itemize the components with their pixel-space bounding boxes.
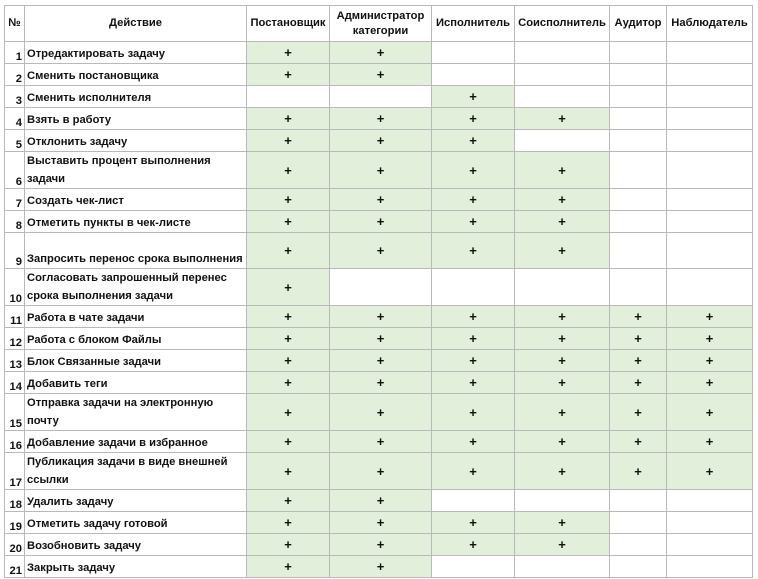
permission-cell-executor (432, 556, 515, 578)
table-row (5, 211, 753, 233)
action-label: Выставить процент выполнения задачи (25, 152, 247, 189)
table-row (5, 269, 753, 306)
permission-cell-executor: + (432, 431, 515, 453)
header-role-category-admin: Администратор категории (330, 6, 432, 42)
permission-cell-observer (667, 211, 753, 233)
permission-cell-executor: + (432, 372, 515, 394)
permission-cell-auditor (610, 490, 667, 512)
permission-cell-category-admin (330, 86, 432, 108)
permission-cell-executor: + (432, 86, 515, 108)
table-row (5, 108, 753, 130)
header-number: № (5, 6, 25, 42)
permission-cell-observer: + (667, 350, 753, 372)
permission-cell-auditor (610, 130, 667, 152)
permission-cell-auditor: + (610, 306, 667, 328)
action-label: Отклонить задачу (25, 130, 247, 152)
permission-cell-author: + (247, 328, 330, 350)
permission-cell-co-executor (515, 556, 610, 578)
table-row (5, 534, 753, 556)
row-number: 9 (5, 233, 25, 269)
permission-cell-co-executor: + (515, 233, 610, 269)
row-number: 2 (5, 64, 25, 86)
table-row (5, 42, 753, 64)
permission-cell-author: + (247, 556, 330, 578)
header-role-executor: Исполнитель (432, 6, 515, 42)
row-number: 13 (5, 350, 25, 372)
permission-cell-co-executor: + (515, 108, 610, 130)
permission-cell-co-executor: + (515, 372, 610, 394)
permission-cell-auditor (610, 534, 667, 556)
permission-cell-author: + (247, 394, 330, 431)
permission-cell-observer (667, 86, 753, 108)
permission-cell-auditor: + (610, 350, 667, 372)
permission-cell-executor (432, 269, 515, 306)
permission-cell-auditor (610, 108, 667, 130)
row-number: 20 (5, 534, 25, 556)
permission-cell-author: + (247, 490, 330, 512)
action-label: Отметить пункты в чек-листе (25, 211, 247, 233)
permission-cell-category-admin: + (330, 233, 432, 269)
action-label: Отметить задачу готовой (25, 512, 247, 534)
action-label: Отредактировать задачу (25, 42, 247, 64)
permission-cell-co-executor: + (515, 512, 610, 534)
table-row (5, 233, 753, 269)
permission-cell-author: + (247, 269, 330, 306)
permission-cell-executor: + (432, 394, 515, 431)
permission-cell-observer (667, 64, 753, 86)
permission-cell-co-executor (515, 64, 610, 86)
action-label: Блок Связанные задачи (25, 350, 247, 372)
permission-cell-author: + (247, 130, 330, 152)
permission-cell-executor: + (432, 189, 515, 211)
row-number: 1 (5, 42, 25, 64)
permission-cell-category-admin: + (330, 130, 432, 152)
permission-cell-author: + (247, 211, 330, 233)
permission-cell-auditor (610, 512, 667, 534)
permission-cell-co-executor: + (515, 152, 610, 189)
action-label: Добавить теги (25, 372, 247, 394)
row-number: 15 (5, 394, 25, 431)
permission-cell-author: + (247, 42, 330, 64)
permission-cell-category-admin: + (330, 350, 432, 372)
permission-cell-observer (667, 512, 753, 534)
permission-cell-auditor (610, 269, 667, 306)
row-number: 14 (5, 372, 25, 394)
permission-cell-category-admin: + (330, 372, 432, 394)
permission-cell-auditor: + (610, 372, 667, 394)
permission-cell-author: + (247, 233, 330, 269)
row-number: 19 (5, 512, 25, 534)
permission-cell-auditor: + (610, 328, 667, 350)
permission-cell-co-executor (515, 86, 610, 108)
permission-cell-co-executor: + (515, 453, 610, 490)
permission-cell-co-executor: + (515, 431, 610, 453)
action-label: Закрыть задачу (25, 556, 247, 578)
table-row (5, 189, 753, 211)
action-label: Публикация задачи в виде внешней ссылки (25, 453, 247, 490)
action-label: Добавление задачи в избранное (25, 431, 247, 453)
row-number: 21 (5, 556, 25, 578)
permission-cell-co-executor: + (515, 394, 610, 431)
permission-cell-observer (667, 269, 753, 306)
table-row (5, 453, 753, 490)
permission-cell-executor: + (432, 108, 515, 130)
permission-cell-observer (667, 189, 753, 211)
permission-cell-auditor (610, 233, 667, 269)
permission-cell-executor: + (432, 233, 515, 269)
row-number: 12 (5, 328, 25, 350)
permission-cell-observer (667, 534, 753, 556)
permission-cell-author: + (247, 152, 330, 189)
permission-cell-author: + (247, 453, 330, 490)
permission-cell-auditor (610, 86, 667, 108)
row-number: 11 (5, 306, 25, 328)
permission-cell-observer (667, 108, 753, 130)
table-row (5, 130, 753, 152)
permissions-table (4, 5, 753, 578)
row-number: 4 (5, 108, 25, 130)
row-number: 5 (5, 130, 25, 152)
table-row (5, 306, 753, 328)
permission-cell-co-executor (515, 490, 610, 512)
permission-cell-observer (667, 556, 753, 578)
permission-cell-category-admin: + (330, 42, 432, 64)
permission-cell-executor (432, 64, 515, 86)
header-row (5, 6, 753, 42)
header-role-observer: Наблюдатель (667, 6, 753, 42)
table-row (5, 350, 753, 372)
permission-cell-category-admin: + (330, 64, 432, 86)
permission-cell-executor: + (432, 328, 515, 350)
permission-cell-author: + (247, 431, 330, 453)
permission-cell-auditor (610, 64, 667, 86)
action-label: Работа в чате задачи (25, 306, 247, 328)
table-row (5, 556, 753, 578)
table-row (5, 431, 753, 453)
permission-cell-executor: + (432, 211, 515, 233)
permission-cell-author: + (247, 64, 330, 86)
action-label: Возобновить задачу (25, 534, 247, 556)
permission-cell-category-admin: + (330, 211, 432, 233)
permission-cell-category-admin: + (330, 328, 432, 350)
permission-cell-auditor (610, 211, 667, 233)
permission-cell-co-executor: + (515, 211, 610, 233)
permission-cell-category-admin: + (330, 189, 432, 211)
permission-cell-executor: + (432, 350, 515, 372)
table-row (5, 152, 753, 189)
permission-cell-auditor: + (610, 431, 667, 453)
permission-cell-co-executor (515, 42, 610, 64)
table-row (5, 64, 753, 86)
action-label: Создать чек-лист (25, 189, 247, 211)
permission-cell-category-admin: + (330, 108, 432, 130)
permission-cell-category-admin: + (330, 394, 432, 431)
action-label: Запросить перенос срока выполнения (25, 233, 247, 269)
permission-cell-co-executor: + (515, 328, 610, 350)
permission-cell-author: + (247, 108, 330, 130)
permission-cell-auditor (610, 152, 667, 189)
row-number: 16 (5, 431, 25, 453)
permission-cell-category-admin: + (330, 431, 432, 453)
permission-cell-author: + (247, 306, 330, 328)
permission-cell-category-admin: + (330, 512, 432, 534)
permission-cell-executor: + (432, 152, 515, 189)
table-row (5, 394, 753, 431)
row-number: 3 (5, 86, 25, 108)
permission-cell-author: + (247, 372, 330, 394)
permission-cell-category-admin: + (330, 556, 432, 578)
permission-cell-observer: + (667, 453, 753, 490)
permission-cell-observer (667, 233, 753, 269)
permission-cell-author (247, 86, 330, 108)
permission-cell-auditor (610, 189, 667, 211)
action-label: Работа с блоком Файлы (25, 328, 247, 350)
permission-cell-observer (667, 152, 753, 189)
permission-cell-author: + (247, 189, 330, 211)
permission-cell-executor (432, 490, 515, 512)
action-label: Согласовать запрошенный перенес срока выполнения задачи (25, 269, 247, 306)
permission-cell-category-admin: + (330, 306, 432, 328)
permission-cell-author: + (247, 534, 330, 556)
row-number: 6 (5, 152, 25, 189)
action-label: Удалить задачу (25, 490, 247, 512)
permission-cell-observer (667, 42, 753, 64)
permission-cell-executor (432, 42, 515, 64)
permission-cell-auditor: + (610, 394, 667, 431)
permission-cell-auditor (610, 42, 667, 64)
row-number: 7 (5, 189, 25, 211)
permission-cell-observer: + (667, 394, 753, 431)
permission-cell-observer: + (667, 328, 753, 350)
row-number: 8 (5, 211, 25, 233)
permission-cell-executor: + (432, 534, 515, 556)
permission-cell-auditor (610, 556, 667, 578)
permission-cell-author: + (247, 350, 330, 372)
table-row (5, 328, 753, 350)
header-role-author: Постановщик (247, 6, 330, 42)
permission-cell-category-admin: + (330, 534, 432, 556)
table-row (5, 372, 753, 394)
action-label: Взять в работу (25, 108, 247, 130)
header-action: Действие (25, 6, 247, 42)
permission-cell-category-admin: + (330, 490, 432, 512)
permission-cell-auditor: + (610, 453, 667, 490)
permission-cell-co-executor (515, 269, 610, 306)
row-number: 10 (5, 269, 25, 306)
permission-cell-co-executor (515, 130, 610, 152)
permission-cell-category-admin: + (330, 453, 432, 490)
permission-cell-co-executor: + (515, 306, 610, 328)
permission-cell-observer: + (667, 306, 753, 328)
row-number: 17 (5, 453, 25, 490)
permission-cell-category-admin (330, 269, 432, 306)
table-row (5, 86, 753, 108)
permission-cell-observer: + (667, 372, 753, 394)
header-role-co-executor: Соисполнитель (515, 6, 610, 42)
table-row (5, 512, 753, 534)
permission-cell-observer: + (667, 431, 753, 453)
permission-cell-executor: + (432, 453, 515, 490)
permission-cell-executor: + (432, 512, 515, 534)
permission-cell-author: + (247, 512, 330, 534)
permission-cell-observer (667, 130, 753, 152)
permission-cell-category-admin: + (330, 152, 432, 189)
permission-cell-co-executor: + (515, 534, 610, 556)
action-label: Отправка задачи на электронную почту (25, 394, 247, 431)
permission-cell-executor: + (432, 306, 515, 328)
row-number: 18 (5, 490, 25, 512)
permission-cell-co-executor: + (515, 350, 610, 372)
permission-cell-executor: + (432, 130, 515, 152)
action-label: Сменить исполнителя (25, 86, 247, 108)
action-label: Сменить постановщика (25, 64, 247, 86)
table-row (5, 490, 753, 512)
permission-cell-observer (667, 490, 753, 512)
permission-cell-co-executor: + (515, 189, 610, 211)
header-role-auditor: Аудитор (610, 6, 667, 42)
